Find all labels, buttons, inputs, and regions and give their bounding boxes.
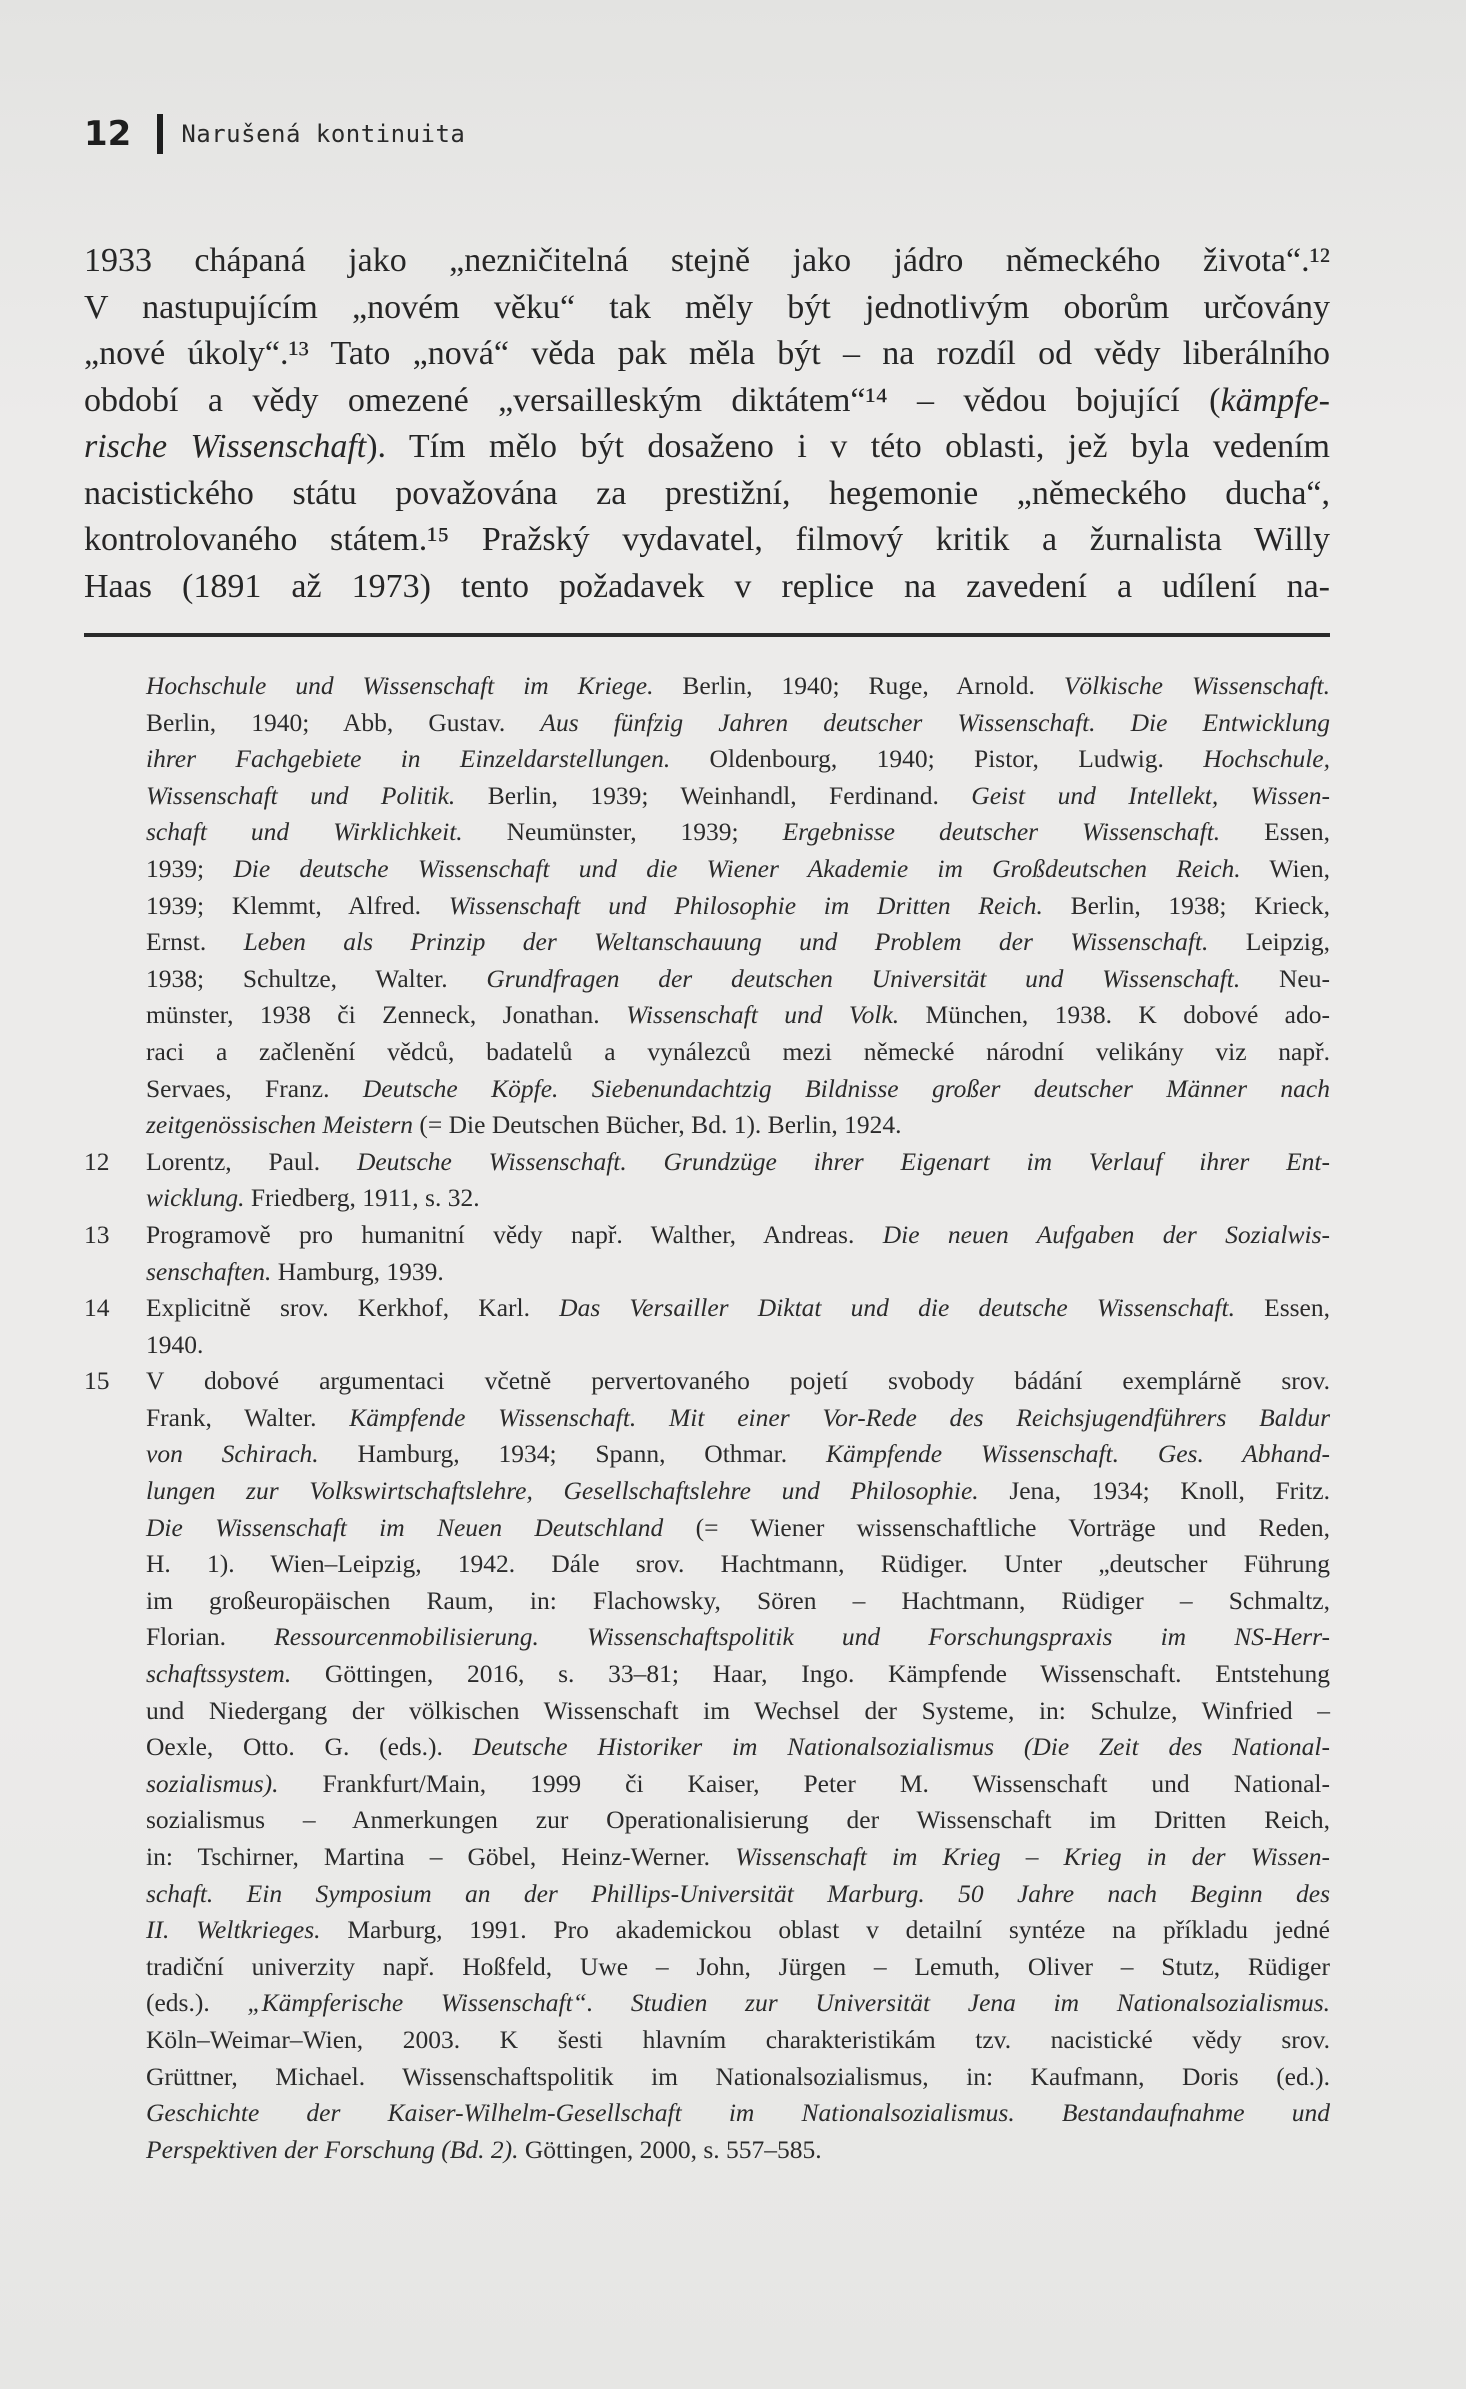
footnote-number: [84, 1107, 146, 1144]
footnote-number: [84, 2132, 146, 2169]
footnote-number: [84, 1180, 146, 1217]
footnote-number: [84, 1802, 146, 1839]
footnote-number: [84, 2095, 146, 2132]
text-line: kontrolovaného státem.¹⁵ Pražský vydavatel, filmový kritik a žurnalista Willy: [84, 521, 1330, 558]
footnote-line: [84, 1327, 1330, 1364]
footnote-number: [84, 1656, 146, 1693]
footnote-text: Hochschule und Wissenschaft im Kriege. Berlin, 1940; Ruge, Arnold. Völkische Wissenschaft.: [146, 671, 1331, 700]
footnote-number: [84, 1912, 146, 1949]
footnote-line: [84, 2132, 1330, 2169]
footnote-number: [84, 1619, 146, 1656]
footnote-number: [84, 1546, 146, 1583]
footnote-number: [84, 961, 146, 998]
footnote-number: [84, 851, 146, 888]
footnote-line: [84, 1473, 1330, 1510]
footnote-number: [84, 888, 146, 925]
footnote-text: 1939; Die deutsche Wissenschaft und die Wiener Akademie im Großdeutschen Reich. Wien,: [146, 853, 1330, 883]
footnote-number: 13: [84, 1219, 110, 1249]
footnote-text: Servaes, Franz. Deutsche Köpfe. Siebenundachtzig Bildnisse großer deutscher Männer nach: [146, 1073, 1330, 1103]
text-line: období a vědy omezené „versailleským diktátem“¹⁴ – vědou bojující (kämpfe-: [84, 381, 1330, 419]
footnote-line: [84, 2059, 1330, 2096]
footnote-line: [84, 1034, 1330, 1071]
footnote-line: [84, 1839, 1330, 1876]
footnote-text: sozialismus). Frankfurt/Main, 1999 či Kaiser, Peter M. Wissenschaft und National-: [146, 1768, 1330, 1798]
footnote-text: senschaften. Hamburg, 1939.: [146, 1256, 444, 1286]
footnote-number: [84, 1071, 146, 1108]
footnote-line: [84, 1656, 1330, 1693]
footnote-line: [84, 1144, 1330, 1181]
footnote-text: Wissenschaft und Politik. Berlin, 1939; Weinhandl, Ferdinand. Geist und Intellekt, Wissen-: [146, 780, 1330, 810]
footnote-number: [84, 997, 146, 1034]
footnote-line: [84, 1107, 1330, 1144]
footnote-line: [84, 1400, 1330, 1437]
footnote-line: [84, 1217, 1330, 1254]
footnote-text: Oexle, Otto. G. (eds.). Deutsche Historiker im Nationalsozialismus (Die Zeit des National-: [146, 1732, 1330, 1762]
text-line: Haas (1891 až 1973) tento požadavek v replice na zavedení a udílení na-: [84, 567, 1330, 605]
footnote-number: [84, 1949, 146, 1986]
footnote-line: [84, 2022, 1330, 2059]
footnote-line: [84, 1254, 1330, 1291]
running-title: Narušená kontinuita: [181, 120, 466, 148]
footnote-line: [84, 1363, 1330, 1400]
footnote-line: [84, 1693, 1330, 1730]
footnote-text: schaft und Wirklichkeit. Neumünster, 1939; Ergebnisse deutscher Wissenschaft. Essen,: [146, 817, 1330, 847]
footnote-number: [84, 1327, 146, 1364]
footnote-text: münster, 1938 či Zenneck, Jonathan. Wissenschaft und Volk. München, 1938. K dobové ado-: [146, 1000, 1330, 1030]
footnote-line: [84, 1985, 1330, 2022]
footnote-text: und Niedergang der völkischen Wissenschaft im Wechsel der Systeme, in: Schulze, Winfried –: [146, 1695, 1330, 1725]
footnote-text: schaft. Ein Symposium an der Phillips-Universität Marburg. 50 Jahre nach Beginn des: [146, 1878, 1330, 1908]
page-number: 12: [84, 114, 132, 154]
footnote-number: [84, 2059, 146, 2096]
footnote-number: [84, 1254, 146, 1291]
footnote-line: [84, 1583, 1330, 1620]
footnote-line: [84, 668, 1330, 705]
footnote-line: [84, 741, 1330, 778]
footnote-line: [84, 1949, 1330, 1986]
footnote-line: [84, 1876, 1330, 1913]
footnote-line: [84, 1510, 1330, 1547]
footnote-number: [84, 741, 146, 778]
text-line: rische Wissenschaft). Tím mělo být dosaženo i v této oblasti, jež byla vedením: [84, 428, 1330, 465]
footnote-number: [84, 2022, 146, 2059]
footnotes: [84, 668, 1330, 2168]
footnote-text: Programově pro humanitní vědy např. Walther, Andreas. Die neuen Aufgaben der Sozialwis-: [146, 1219, 1330, 1249]
footnote-number: [84, 705, 146, 742]
footnote-text: Perspektiven der Forschung (Bd. 2). Göttingen, 2000, s. 557–585.: [146, 2134, 822, 2164]
footnote-line: [84, 1912, 1330, 1949]
text-line: 1933 chápaná jako „nezničitelná stejně jako jádro německého života“.¹²: [84, 242, 1330, 279]
text-line: V nastupujícím „novém věku“ tak měly být jednotlivým oborům určovány: [84, 288, 1330, 326]
footnote-text: Geschichte der Kaiser-Wilhelm-Gesellschaft im Nationalsozialismus. Bestandaufnahme und: [146, 2098, 1330, 2128]
footnote-separator: [84, 633, 1330, 637]
footnote-text: wicklung. Friedberg, 1911, s. 32.: [146, 1183, 480, 1213]
footnote-number: 15: [84, 1366, 110, 1396]
footnote-text: Explicitně srov. Kerkhof, Karl. Das Versailler Diktat und die deutsche Wissenschaft. Essen,: [146, 1293, 1330, 1323]
footnote-text: 1940.: [146, 1329, 204, 1359]
footnote-number: [84, 668, 146, 705]
footnote-line: [84, 997, 1330, 1034]
footnote-text: tradiční univerzity např. Hoßfeld, Uwe – John, Jürgen – Lemuth, Oliver – Stutz, Rüdiger: [146, 1951, 1330, 1981]
footnote-line: [84, 1729, 1330, 1766]
footnote-text: II. Weltkrieges. Marburg, 1991. Pro akademickou oblast v detailní syntéze na příkladu jedné: [146, 1915, 1331, 1945]
footnote-number: [84, 814, 146, 851]
footnote-number: [84, 1766, 146, 1803]
footnote-number: [84, 1985, 146, 2022]
footnote-number: [84, 1729, 146, 1766]
header-divider: [157, 114, 163, 154]
footnote-line: [84, 2095, 1330, 2132]
footnote-text: raci a začlenění vědců, badatelů a vynálezců mezi německé národní velikány viz např.: [146, 1036, 1330, 1066]
footnote-line: [84, 1436, 1330, 1473]
footnote-text: zeitgenössischen Meistern (= Die Deutschen Bücher, Bd. 1). Berlin, 1924.: [146, 1110, 902, 1140]
footnote-number: [84, 778, 146, 815]
footnote-text: 1938; Schultze, Walter. Grundfragen der deutschen Universität und Wissenschaft. Neu-: [146, 963, 1330, 993]
footnote-line: [84, 888, 1330, 925]
footnote-number: [84, 1510, 146, 1547]
footnote-line: [84, 851, 1330, 888]
footnote-number: [84, 1400, 146, 1437]
footnote-text: Ernst. Leben als Prinzip der Weltanschauung und Problem der Wissenschaft. Leipzig,: [146, 927, 1330, 957]
footnote-text: Lorentz, Paul. Deutsche Wissenschaft. Grundzüge ihrer Eigenart im Verlauf ihrer Ent-: [146, 1146, 1330, 1176]
text-line: nacistického státu považována za prestižní, hegemonie „německého ducha“,: [84, 474, 1330, 512]
footnote-number: [84, 1436, 146, 1473]
footnote-text: Köln–Weimar–Wien, 2003. K šesti hlavním charakteristikám tzv. nacistické vědy srov.: [146, 2024, 1330, 2054]
footnote-number: [84, 924, 146, 961]
footnote-number: [84, 1693, 146, 1730]
footnote-text: Frank, Walter. Kämpfende Wissenschaft. Mit einer Vor-Rede des Reichsjugendführers Baldur: [146, 1402, 1330, 1432]
footnote-text: lungen zur Volkswirtschaftslehre, Gesellschaftslehre und Philosophie. Jena, 1934; Knoll, Fritz.: [146, 1476, 1330, 1506]
footnote-line: [84, 1619, 1330, 1656]
footnote-text: ihrer Fachgebiete in Einzeldarstellungen. Oldenbourg, 1940; Pistor, Ludwig. Hochschule,: [146, 744, 1330, 774]
footnote-text: (eds.). „Kämpferische Wissenschaft“. Studien zur Universität Jena im Nationalsozialismus.: [146, 1988, 1330, 2018]
footnote-text: im großeuropäischen Raum, in: Flachowsky, Sören – Hachtmann, Rüdiger – Schmaltz,: [146, 1585, 1330, 1615]
footnote-line: [84, 705, 1330, 742]
running-header: [84, 112, 465, 156]
footnote-line: [84, 1290, 1330, 1327]
main-text: [84, 238, 1330, 610]
footnote-text: Berlin, 1940; Abb, Gustav. Aus fünfzig Jahren deutscher Wissenschaft. Die Entwicklung: [146, 707, 1330, 737]
footnote-number: [84, 1876, 146, 1913]
footnote-text: H. 1). Wien–Leipzig, 1942. Dále srov. Hachtmann, Rüdiger. Unter „deutscher Führung: [146, 1549, 1330, 1579]
footnote-number: [84, 1583, 146, 1620]
text-line: „nové úkoly“.¹³ Tato „nová“ věda pak měla být – na rozdíl od vědy liberálního: [84, 335, 1330, 372]
footnote-text: Grüttner, Michael. Wissenschaftspolitik im Nationalsozialismus, in: Kaufmann, Doris (ed.).: [146, 2061, 1330, 2091]
footnote-line: [84, 778, 1330, 815]
footnote-text: von Schirach. Hamburg, 1934; Spann, Othmar. Kämpfende Wissenschaft. Ges. Abhand-: [146, 1439, 1331, 1469]
footnote-number: 12: [84, 1146, 110, 1176]
footnote-number: 14: [84, 1293, 110, 1323]
footnote-number: [84, 1034, 146, 1071]
footnote-number: [84, 1839, 146, 1876]
footnote-line: [84, 961, 1330, 998]
footnote-text: Florian. Ressourcenmobilisierung. Wissenschaftspolitik und Forschungspraxis im NS-Herr-: [146, 1622, 1330, 1652]
footnote-text: sozialismus – Anmerkungen zur Operationalisierung der Wissenschaft im Dritten Reich,: [146, 1805, 1330, 1835]
footnote-text: schaftssystem. Göttingen, 2016, s. 33–81; Haar, Ingo. Kämpfende Wissenschaft. Entstehung: [146, 1659, 1330, 1689]
footnote-line: [84, 1071, 1330, 1108]
footnote-line: [84, 1766, 1330, 1803]
footnote-text: Die Wissenschaft im Neuen Deutschland (= Wiener wissenschaftliche Vorträge und Reden,: [146, 1512, 1330, 1542]
footnote-line: [84, 1546, 1330, 1583]
footnote-line: [84, 1802, 1330, 1839]
footnote-text: V dobové argumentaci včetně pervertovaného pojetí svobody bádání exemplárně srov.: [146, 1366, 1330, 1396]
footnote-text: 1939; Klemmt, Alfred. Wissenschaft und Philosophie im Dritten Reich. Berlin, 1938; Krieck,: [146, 890, 1330, 920]
footnote-line: [84, 814, 1330, 851]
footnote-line: [84, 1180, 1330, 1217]
footnote-line: [84, 924, 1330, 961]
footnote-text: in: Tschirner, Martina – Göbel, Heinz-Werner. Wissenschaft im Krieg – Krieg in der Wissen-: [146, 1842, 1330, 1871]
footnote-number: [84, 1473, 146, 1510]
